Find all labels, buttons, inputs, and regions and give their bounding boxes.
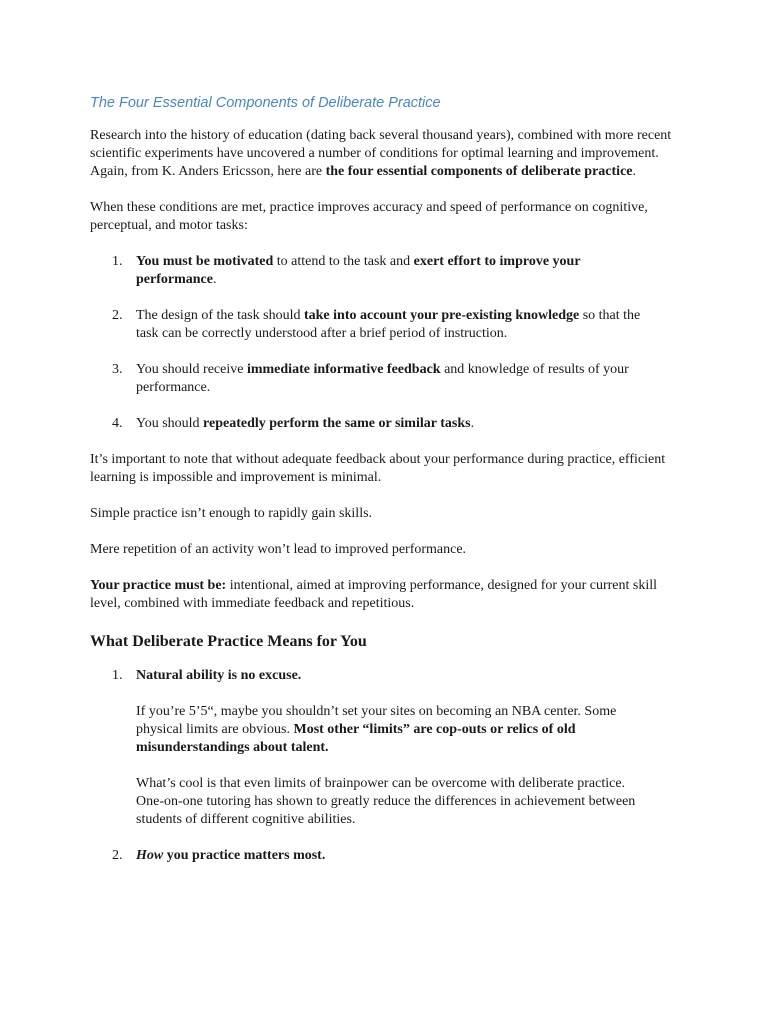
- intro-paragraph: [90, 127, 690, 181]
- item-text: The design of the task should: [136, 308, 304, 323]
- practice-must-be-paragraph: [90, 577, 690, 613]
- list-number: 2.: [112, 848, 123, 863]
- list-item: [90, 667, 656, 829]
- item-heading-italic: How: [136, 848, 164, 863]
- bold-text: You must be motivated: [136, 254, 274, 269]
- list-item: [90, 253, 656, 289]
- item-text: You should receive: [136, 362, 247, 377]
- bold-text: exert effort to improve your performance: [136, 254, 581, 287]
- section-heading: What Deliberate Practice Means for You: [90, 633, 367, 650]
- item-text: so that the task can be correctly understood after a brief period of instruction.: [136, 308, 641, 341]
- intro-period: .: [632, 164, 636, 179]
- components-list: [90, 253, 690, 433]
- list-item: [90, 847, 656, 865]
- list-number: 3.: [112, 362, 123, 377]
- list-item: [90, 361, 656, 397]
- document-page: [90, 93, 690, 883]
- item-text: .: [470, 416, 475, 431]
- item-paragraph: What’s cool is that even limits of brainpower can be overcome with deliberate practice. One-on-one tutoring has shown to greatly reduce the differences in achievement between students of different cognitive abilities.: [136, 776, 636, 827]
- item-heading: you practice matters most.: [163, 848, 326, 863]
- list-item: [90, 415, 656, 433]
- item-heading: Natural ability is no excuse.: [136, 668, 302, 683]
- bold-text: take into account your pre-existing knowledge: [303, 308, 580, 323]
- item-text: You should: [136, 416, 204, 431]
- simple-practice-paragraph: Simple practice isn’t enough to rapidly gain skills.: [90, 506, 373, 521]
- intro-bold-text: the four essential components of deliberate practice: [325, 164, 633, 179]
- item-text: and knowledge of results of your performance.: [136, 362, 629, 395]
- conditions-paragraph: When these conditions are met, practice improves accuracy and speed of performance on cognitive, perceptual, and motor tasks:: [90, 200, 648, 233]
- intro-text: Research into the history of education (dating back several thousand years), combined with more recent scientific experiments have uncovered a number of conditions for optimal learning and improvement. Again, from K. Anders Ericsson, here are: [90, 128, 672, 179]
- bold-text: Your practice must be:: [90, 578, 227, 593]
- feedback-paragraph: It’s important to note that without adequate feedback about your performance during practice, efficient learning is impossible and improvement is minimal.: [90, 452, 666, 485]
- document-title: The Four Essential Components of Deliberate Practice: [90, 95, 441, 111]
- bold-text: immediate informative feedback: [246, 362, 441, 377]
- repetition-paragraph: Mere repetition of an activity won’t lead to improved performance.: [90, 542, 467, 557]
- paragraph-text: intentional, aimed at improving performance, designed for your current skill level, combined with immediate feedback and repetitious.: [90, 578, 657, 611]
- list-number: 4.: [112, 416, 123, 431]
- list-item: [90, 307, 656, 343]
- item-text: to attend to the task and: [273, 254, 414, 269]
- list-number: 1.: [112, 254, 123, 269]
- bold-text: Most other “limits” are cop-outs or relics of old misunderstandings about talent.: [136, 722, 576, 755]
- meaning-list: [90, 667, 690, 865]
- paragraph-text: If you’re 5’5“, maybe you shouldn’t set your sites on becoming an NBA center. Some physical limits are obvious.: [136, 704, 617, 737]
- bold-text: repeatedly perform the same or similar tasks: [203, 416, 471, 431]
- list-number: 2.: [112, 308, 123, 323]
- list-number: 1.: [112, 668, 123, 683]
- item-text: .: [212, 272, 217, 287]
- item-paragraph: [136, 703, 656, 757]
